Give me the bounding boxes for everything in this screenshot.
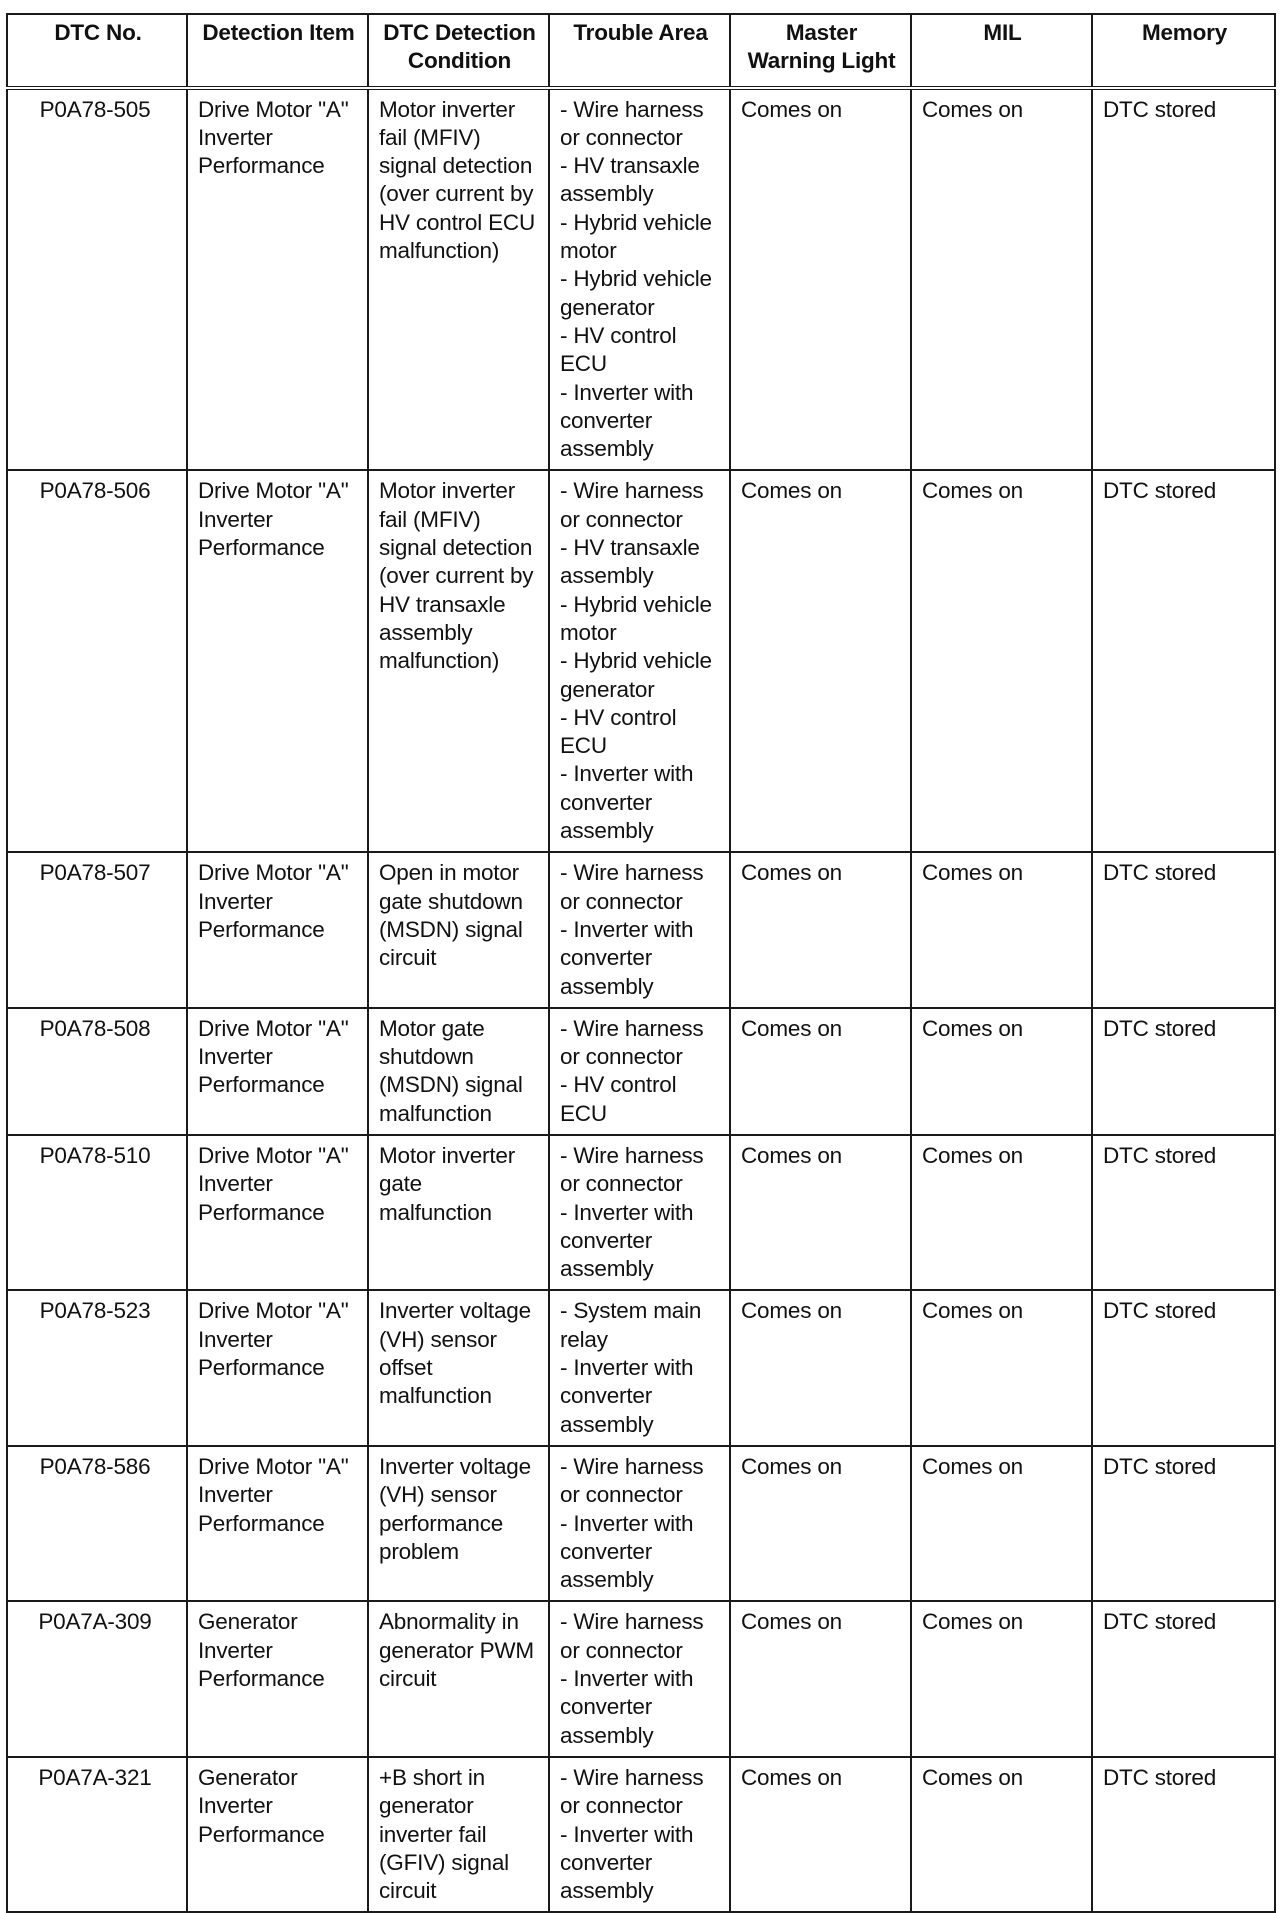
mil-cell: Comes on	[911, 88, 1092, 471]
trouble-area-cell: - Wire harness or connector - Inverter with converter assembly	[549, 1757, 730, 1912]
table-row	[7, 1135, 1275, 1290]
detection-item-cell: Drive Motor "A" Inverter Performance	[187, 88, 368, 471]
header-master-warning-light: Master Warning Light	[730, 14, 911, 88]
table-row	[7, 1290, 1275, 1445]
mil-cell: Comes on	[911, 1757, 1092, 1912]
table-row	[7, 88, 1275, 471]
table-row	[7, 1008, 1275, 1135]
trouble-area-cell: - Wire harness or connector - Inverter with converter assembly	[549, 1135, 730, 1290]
master-warning-cell: Comes on	[730, 88, 911, 471]
table-header	[7, 14, 1275, 88]
detection-item-cell: Drive Motor "A" Inverter Performance	[187, 1446, 368, 1601]
dtc-code-cell: P0A78-510	[7, 1135, 187, 1290]
memory-cell: DTC stored	[1092, 88, 1275, 471]
trouble-area-cell: - Wire harness or connector - HV transaxle assembly - Hybrid vehicle motor - Hybrid vehicle generator - HV control ECU - Inverter with converter assembly	[549, 470, 730, 852]
header-trouble-area: Trouble Area	[549, 14, 730, 88]
dtc-code-cell: P0A78-506	[7, 470, 187, 852]
table-row	[7, 1446, 1275, 1601]
mil-cell: Comes on	[911, 1290, 1092, 1445]
detection-item-cell: Generator Inverter Performance	[187, 1601, 368, 1756]
mil-cell: Comes on	[911, 852, 1092, 1007]
trouble-area-cell: - Wire harness or connector - Inverter with converter assembly	[549, 852, 730, 1007]
master-warning-cell: Comes on	[730, 1446, 911, 1601]
memory-cell: DTC stored	[1092, 470, 1275, 852]
mil-cell: Comes on	[911, 1008, 1092, 1135]
document-page	[6, 13, 1274, 1913]
detection-item-cell: Generator Inverter Performance	[187, 1757, 368, 1912]
mil-cell: Comes on	[911, 1601, 1092, 1756]
table-row	[7, 1601, 1275, 1756]
memory-cell: DTC stored	[1092, 1135, 1275, 1290]
detection-item-cell: Drive Motor "A" Inverter Performance	[187, 1135, 368, 1290]
trouble-area-cell: - Wire harness or connector - HV transaxle assembly - Hybrid vehicle motor - Hybrid vehicle generator - HV control ECU - Inverter with converter assembly	[549, 88, 730, 471]
dtc-code-cell: P0A78-523	[7, 1290, 187, 1445]
master-warning-cell: Comes on	[730, 1601, 911, 1756]
table-row	[7, 1757, 1275, 1912]
mil-cell: Comes on	[911, 470, 1092, 852]
table-body	[7, 88, 1275, 1913]
detection-condition-cell: Motor inverter fail (MFIV) signal detection (over current by HV control ECU malfunction)	[368, 88, 549, 471]
header-row	[7, 14, 1275, 88]
header-memory: Memory	[1092, 14, 1275, 88]
master-warning-cell: Comes on	[730, 1290, 911, 1445]
trouble-area-cell: - System main relay - Inverter with converter assembly	[549, 1290, 730, 1445]
master-warning-cell: Comes on	[730, 852, 911, 1007]
header-mil: MIL	[911, 14, 1092, 88]
memory-cell: DTC stored	[1092, 1008, 1275, 1135]
memory-cell: DTC stored	[1092, 1757, 1275, 1912]
detection-item-cell: Drive Motor "A" Inverter Performance	[187, 470, 368, 852]
dtc-code-cell: P0A78-507	[7, 852, 187, 1007]
detection-condition-cell: Abnormality in generator PWM circuit	[368, 1601, 549, 1756]
mil-cell: Comes on	[911, 1446, 1092, 1601]
dtc-code-cell: P0A78-505	[7, 88, 187, 471]
memory-cell: DTC stored	[1092, 852, 1275, 1007]
trouble-area-cell: - Wire harness or connector - Inverter with converter assembly	[549, 1601, 730, 1756]
detection-condition-cell: Inverter voltage (VH) sensor performance problem	[368, 1446, 549, 1601]
header-detection-condition: DTC Detection Condition	[368, 14, 549, 88]
trouble-area-cell: - Wire harness or connector - Inverter with converter assembly	[549, 1446, 730, 1601]
header-dtc-no: DTC No.	[7, 14, 187, 88]
memory-cell: DTC stored	[1092, 1601, 1275, 1756]
detection-item-cell: Drive Motor "A" Inverter Performance	[187, 1008, 368, 1135]
detection-condition-cell: Motor inverter fail (MFIV) signal detection (over current by HV transaxle assembly malfunction)	[368, 470, 549, 852]
master-warning-cell: Comes on	[730, 1008, 911, 1135]
dtc-code-cell: P0A78-586	[7, 1446, 187, 1601]
detection-item-cell: Drive Motor "A" Inverter Performance	[187, 852, 368, 1007]
detection-item-cell: Drive Motor "A" Inverter Performance	[187, 1290, 368, 1445]
header-detection-item: Detection Item	[187, 14, 368, 88]
detection-condition-cell: +B short in generator inverter fail (GFIV) signal circuit	[368, 1757, 549, 1912]
detection-condition-cell: Inverter voltage (VH) sensor offset malfunction	[368, 1290, 549, 1445]
master-warning-cell: Comes on	[730, 1135, 911, 1290]
detection-condition-cell: Motor inverter gate malfunction	[368, 1135, 549, 1290]
trouble-area-cell: - Wire harness or connector - HV control ECU	[549, 1008, 730, 1135]
detection-condition-cell: Motor gate shutdown (MSDN) signal malfunction	[368, 1008, 549, 1135]
detection-condition-cell: Open in motor gate shutdown (MSDN) signal circuit	[368, 852, 549, 1007]
dtc-code-cell: P0A7A-309	[7, 1601, 187, 1756]
table-row	[7, 852, 1275, 1007]
memory-cell: DTC stored	[1092, 1446, 1275, 1601]
dtc-table	[6, 13, 1276, 1913]
master-warning-cell: Comes on	[730, 470, 911, 852]
table-row	[7, 470, 1275, 852]
master-warning-cell: Comes on	[730, 1757, 911, 1912]
memory-cell: DTC stored	[1092, 1290, 1275, 1445]
mil-cell: Comes on	[911, 1135, 1092, 1290]
dtc-code-cell: P0A7A-321	[7, 1757, 187, 1912]
dtc-code-cell: P0A78-508	[7, 1008, 187, 1135]
